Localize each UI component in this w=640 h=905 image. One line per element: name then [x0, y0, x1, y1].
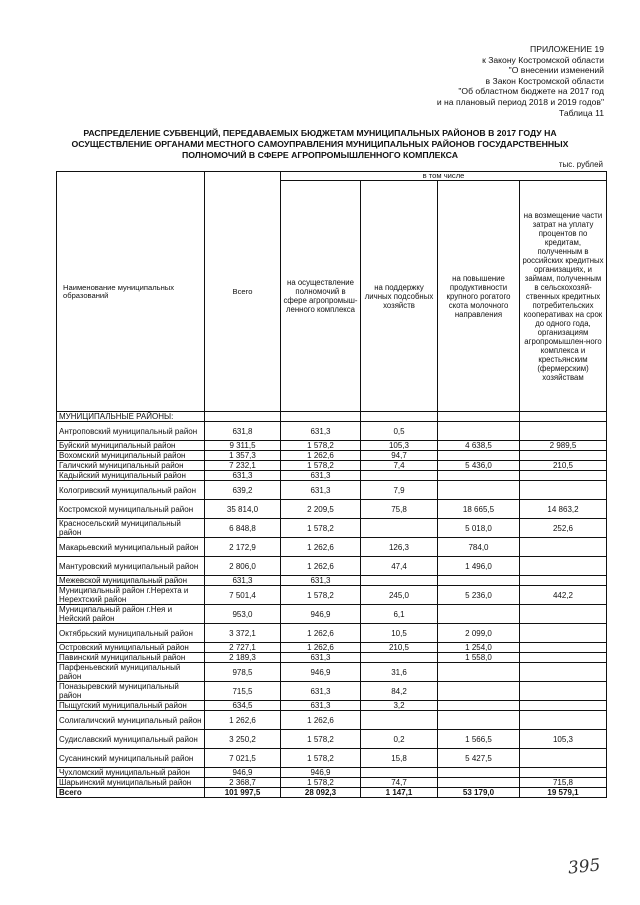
cell-c3: 5 236,0	[438, 586, 520, 605]
cell-total: 953,0	[205, 605, 281, 624]
appendix-line: ПРИЛОЖЕНИЕ 19	[530, 44, 604, 54]
cell-c4: 14 863,2	[520, 500, 607, 519]
cell-c1: 631,3	[281, 576, 361, 586]
appendix-line: "Об областном бюджете на 2017 год	[458, 86, 604, 97]
cell-c2: 47,4	[361, 557, 438, 576]
cell-c1: 631,3	[281, 471, 361, 481]
cell-c3	[438, 471, 520, 481]
cell-name: Муниципальный район г.Нерехта и Нерехтский район	[57, 586, 205, 605]
cell-name: Парфеньевский муниципальный район	[57, 663, 205, 682]
subsidies-table	[56, 171, 607, 798]
cell-c1: 946,9	[281, 663, 361, 682]
cell-c1: 1 262,6	[281, 557, 361, 576]
title-line: ОСУЩЕСТВЛЕНИЕ ОРГАНАМИ МЕСТНОГО САМОУПРАВЛЕНИЯ МУНИЦИПАЛЬНЫХ РАЙОНОВ ГОСУДАРСТВЕННЫХ	[71, 139, 569, 149]
cell-c4: 105,3	[520, 730, 607, 749]
cell-c4	[520, 481, 607, 500]
cell-c1: 1 262,6	[281, 711, 361, 730]
cell-c4	[520, 422, 607, 441]
cell-c4	[520, 701, 607, 711]
header-name: Наименование муниципальных образований	[57, 172, 205, 412]
cell-name: Макарьевский муниципальный район	[57, 538, 205, 557]
cell-c4	[520, 768, 607, 778]
cell-total: 9 311,5	[205, 441, 281, 451]
cell-total: 946,9	[205, 768, 281, 778]
table-row	[57, 538, 607, 557]
cell-total: 715,5	[205, 682, 281, 701]
cell-c3	[438, 481, 520, 500]
cell-c2: 1 147,1	[361, 788, 438, 798]
table-row	[57, 653, 607, 663]
cell-total: 7 232,1	[205, 461, 281, 471]
table-row	[57, 576, 607, 586]
cell-c3	[438, 711, 520, 730]
cell-c2	[361, 519, 438, 538]
cell-c2	[361, 711, 438, 730]
cell-c3	[438, 663, 520, 682]
cell-name: Вохомский муниципальный район	[57, 451, 205, 461]
table-row	[57, 749, 607, 768]
cell-name: Солигаличский муниципальный район	[57, 711, 205, 730]
title-line: ПОЛНОМОЧИЙ В СФЕРЕ АГРОПРОМЫШЛЕННОГО КОМПЛЕКСА	[181, 150, 458, 160]
table-row	[57, 557, 607, 576]
cell-c2: 75,8	[361, 500, 438, 519]
appendix-line: в Закон Костромской области	[485, 75, 604, 86]
header-col3: на повышение продуктивности крупного рогатого скота молочного направления	[438, 181, 520, 412]
cell-c4	[520, 605, 607, 624]
cell-c1: 946,9	[281, 768, 361, 778]
header-total: Всего	[205, 172, 281, 412]
cell-c2: 105,3	[361, 441, 438, 451]
cell-c1: 1 578,2	[281, 730, 361, 749]
document-title	[60, 128, 580, 161]
cell-c2: 0,2	[361, 730, 438, 749]
cell-c4	[520, 749, 607, 768]
cell-name: Буйский муниципальный район	[57, 441, 205, 451]
section-label: МУНИЦИПАЛЬНЫЕ РАЙОНЫ:	[57, 412, 205, 422]
cell-c2: 3,2	[361, 701, 438, 711]
cell-name: Красносельский муниципальный район	[57, 519, 205, 538]
cell-c3: 1 566,5	[438, 730, 520, 749]
cell-c3: 1 254,0	[438, 643, 520, 653]
cell-name: Октябрьский муниципальный район	[57, 624, 205, 643]
cell-c1: 631,3	[281, 422, 361, 441]
cell-c2: 10,5	[361, 624, 438, 643]
cell-c3: 1 558,0	[438, 653, 520, 663]
cell-c4	[520, 576, 607, 586]
table-row	[57, 500, 607, 519]
cell-c4	[520, 653, 607, 663]
cell-total: 35 814,0	[205, 500, 281, 519]
cell-total: 978,5	[205, 663, 281, 682]
cell-total: 631,8	[205, 422, 281, 441]
cell-total: 3 372,1	[205, 624, 281, 643]
cell-c1: 1 578,2	[281, 586, 361, 605]
cell-name: Пыщугский муниципальный район	[57, 701, 205, 711]
cell-c1: 631,3	[281, 701, 361, 711]
table-row	[57, 519, 607, 538]
cell-c1: 946,9	[281, 605, 361, 624]
cell-c2: 7,9	[361, 481, 438, 500]
cell-c2	[361, 653, 438, 663]
cell-c4: 210,5	[520, 461, 607, 471]
cell-c4	[520, 643, 607, 653]
table-row	[57, 701, 607, 711]
cell-name: Галичский муниципальный район	[57, 461, 205, 471]
cell-c1: 1 578,2	[281, 519, 361, 538]
cell-c1: 1 262,6	[281, 624, 361, 643]
cell-c3	[438, 605, 520, 624]
cell-c2: 126,3	[361, 538, 438, 557]
cell-total: 7 501,4	[205, 586, 281, 605]
cell-c4	[520, 711, 607, 730]
cell-c3	[438, 682, 520, 701]
table-row	[57, 441, 607, 451]
cell-c3: 784,0	[438, 538, 520, 557]
cell-c1: 1 262,6	[281, 643, 361, 653]
cell-c1: 1 578,2	[281, 778, 361, 788]
cell-c1: 1 578,2	[281, 749, 361, 768]
cell-c3: 5 427,5	[438, 749, 520, 768]
table-row	[57, 663, 607, 682]
title-line: РАСПРЕДЕЛЕНИЕ СУБВЕНЦИЙ, ПЕРЕДАВАЕМЫХ БЮДЖЕТАМ МУНИЦИПАЛЬНЫХ РАЙОНОВ В 2017 ГОДУ НА	[83, 128, 557, 138]
cell-name: Муниципальный район г.Нея и Нейский район	[57, 605, 205, 624]
cell-c4	[520, 471, 607, 481]
cell-c1: 631,3	[281, 653, 361, 663]
cell-name: Мантуровский муниципальный район	[57, 557, 205, 576]
cell-name: Антроповский муниципальный район	[57, 422, 205, 441]
cell-name: Межевской муниципальный район	[57, 576, 205, 586]
cell-c2: 0,5	[361, 422, 438, 441]
cell-name: Шарьинский муниципальный район	[57, 778, 205, 788]
cell-total: 101 997,5	[205, 788, 281, 798]
table-row	[57, 481, 607, 500]
cell-c3	[438, 778, 520, 788]
cell-c3	[438, 422, 520, 441]
cell-total: 631,3	[205, 471, 281, 481]
table-row	[57, 605, 607, 624]
table-row	[57, 730, 607, 749]
header-col4: на возмещение части затрат на уплату процентов по кредитам, полученным в российских кредитных организациях, и займам, полученным в сельскохозяй-ственных кредитных потребительских кооперативах на срок до одного года, организациям агропромышлен-ного комплекса и крестьянским (фермерским) хозяйствам	[520, 181, 607, 412]
cell-c4: 2 989,5	[520, 441, 607, 451]
cell-c2	[361, 768, 438, 778]
cell-total: 2 368,7	[205, 778, 281, 788]
cell-c4	[520, 538, 607, 557]
cell-c2: 94,7	[361, 451, 438, 461]
cell-total: 2 727,1	[205, 643, 281, 653]
appendix-line: и на плановый период 2018 и 2019 годов"	[436, 96, 604, 107]
cell-c4	[520, 624, 607, 643]
cell-c1: 28 092,3	[281, 788, 361, 798]
cell-total: 2 806,0	[205, 557, 281, 576]
cell-c3	[438, 576, 520, 586]
cell-c3: 1 496,0	[438, 557, 520, 576]
cell-total: 2 172,9	[205, 538, 281, 557]
cell-c2: 6,1	[361, 605, 438, 624]
cell-c4	[520, 557, 607, 576]
cell-total: 7 021,5	[205, 749, 281, 768]
table-row	[57, 682, 607, 701]
total-row	[57, 788, 607, 798]
appendix-line: "О внесении изменений	[508, 65, 604, 76]
cell-total: 634,5	[205, 701, 281, 711]
cell-name: Островский муниципальный район	[57, 643, 205, 653]
cell-c4: 252,6	[520, 519, 607, 538]
cell-c3: 53 179,0	[438, 788, 520, 798]
cell-name: Чухломский муниципальный район	[57, 768, 205, 778]
cell-c3: 2 099,0	[438, 624, 520, 643]
cell-c2	[361, 576, 438, 586]
cell-c4	[520, 663, 607, 682]
cell-name: Судиславский муниципальный район	[57, 730, 205, 749]
cell-c1: 2 209,5	[281, 500, 361, 519]
cell-total: 1 357,3	[205, 451, 281, 461]
cell-c3	[438, 768, 520, 778]
cell-c1: 1 262,6	[281, 538, 361, 557]
appendix-header	[304, 44, 604, 118]
cell-c3: 5 018,0	[438, 519, 520, 538]
appendix-line: к Закону Костромской области	[482, 54, 604, 65]
table-row	[57, 624, 607, 643]
table-row	[57, 643, 607, 653]
cell-name: Кологривский муниципальный район	[57, 481, 205, 500]
cell-c4: 442,2	[520, 586, 607, 605]
cell-c1: 631,3	[281, 682, 361, 701]
section-row	[57, 412, 607, 422]
appendix-line: Таблица 11	[558, 107, 604, 118]
cell-c3	[438, 701, 520, 711]
cell-c1: 631,3	[281, 481, 361, 500]
cell-c4	[520, 682, 607, 701]
cell-c2: 210,5	[361, 643, 438, 653]
cell-name: Сусанинский муниципальный район	[57, 749, 205, 768]
cell-total: 3 250,2	[205, 730, 281, 749]
cell-c2: 31,6	[361, 663, 438, 682]
header-col2: на поддержку личных подсобных хозяйств	[361, 181, 438, 412]
cell-c1: 1 578,2	[281, 461, 361, 471]
cell-c2: 15,8	[361, 749, 438, 768]
cell-total: 6 848,8	[205, 519, 281, 538]
cell-total: 639,2	[205, 481, 281, 500]
cell-c3: 18 665,5	[438, 500, 520, 519]
cell-c3: 5 436,0	[438, 461, 520, 471]
table-row	[57, 778, 607, 788]
cell-c3: 4 638,5	[438, 441, 520, 451]
table-row	[57, 461, 607, 471]
cell-c1: 1 262,6	[281, 451, 361, 461]
table-row	[57, 451, 607, 461]
table-row	[57, 768, 607, 778]
cell-c2	[361, 471, 438, 481]
header-col1: на осуществление полномочий в сфере агропромыш-ленного комплекса	[281, 181, 361, 412]
cell-name: Павинский муниципальный район	[57, 653, 205, 663]
table-row	[57, 471, 607, 481]
cell-c4	[520, 451, 607, 461]
cell-c2: 84,2	[361, 682, 438, 701]
table-row	[57, 422, 607, 441]
cell-c2: 7,4	[361, 461, 438, 471]
units-label: тыс. рублей	[558, 160, 603, 169]
header-group: в том числе	[281, 172, 607, 181]
cell-c3	[438, 451, 520, 461]
cell-c1: 1 578,2	[281, 441, 361, 451]
cell-name: Всего	[57, 788, 205, 798]
cell-total: 1 262,6	[205, 711, 281, 730]
table-row	[57, 586, 607, 605]
cell-c2: 74,7	[361, 778, 438, 788]
page-number: 395	[567, 855, 602, 879]
cell-name: Костромской муниципальный район	[57, 500, 205, 519]
cell-total: 631,3	[205, 576, 281, 586]
cell-total: 2 189,3	[205, 653, 281, 663]
table-row	[57, 711, 607, 730]
cell-c2: 245,0	[361, 586, 438, 605]
cell-name: Поназыревский муниципальный район	[57, 682, 205, 701]
cell-c4: 19 579,1	[520, 788, 607, 798]
cell-c4: 715,8	[520, 778, 607, 788]
cell-name: Кадыйский муниципальный район	[57, 471, 205, 481]
